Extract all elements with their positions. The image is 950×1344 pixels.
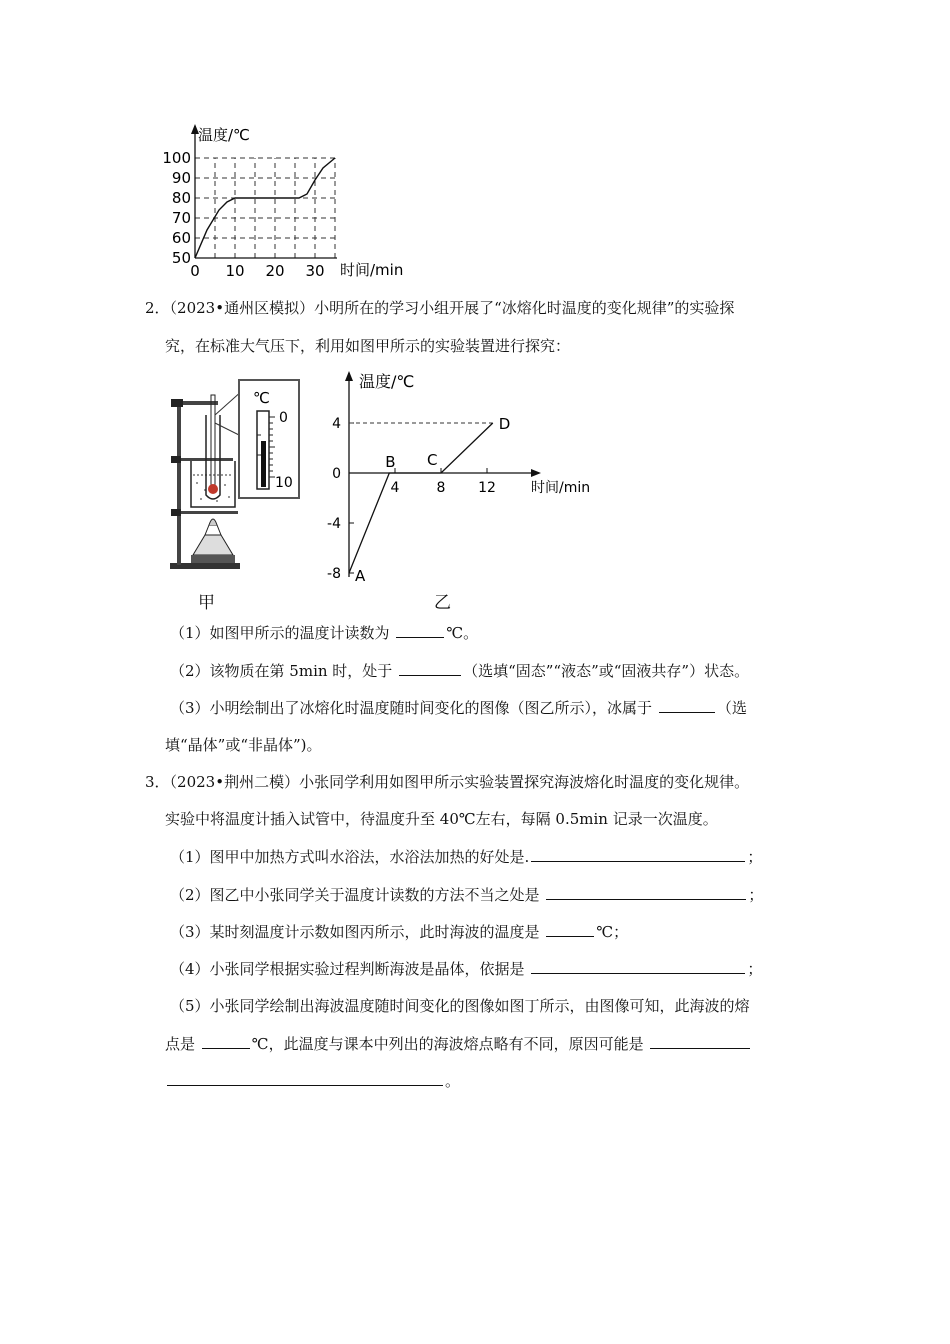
chart1-tick-labels [162, 149, 324, 280]
q3-sub5-blank1[interactable] [202, 1033, 250, 1049]
fig-jia-label: 甲 [198, 593, 215, 613]
q3-sub2: （2）图乙中小张同学关于温度计读数的方法不当之处是 ； [170, 886, 764, 904]
chart2-xtick: 4 [390, 480, 400, 496]
q3-sub2-blank[interactable] [546, 884, 746, 900]
q3-sub5-blank3[interactable] [167, 1070, 443, 1086]
chart1-ylabel: 温度/℃ [198, 126, 250, 144]
thermometer-bottom-mark: 10 [275, 475, 293, 491]
q2-number: 2． [145, 299, 170, 317]
chart2-tick-labels [327, 416, 496, 582]
q3-stem-line2: 实验中将温度计插入试管中，待温度升至 40℃左右，每隔 0.5min 记录一次温度。 [165, 810, 718, 828]
chart2-ytick: 0 [332, 466, 341, 482]
q2-sub1: （1）如图甲所示的温度计读数为 ℃。 [170, 624, 479, 642]
q2-sub2-blank[interactable] [399, 660, 461, 676]
chart2-xlabel: 时间/min [531, 480, 591, 496]
chart1-xtick: 30 [305, 262, 325, 280]
q2-sub3-line2: 填“晶体”或“非晶体”)。 [165, 736, 322, 754]
fig-jia-apparatus [165, 375, 310, 575]
q2-sub3: （3）小明绘制出了冰熔化时温度随时间变化的图像（图乙所示），冰属于 （选 [170, 699, 747, 717]
chart2-ytick: -4 [327, 516, 341, 532]
chart2-point-D: D [498, 415, 511, 433]
q3-sub5-blank2[interactable] [650, 1033, 750, 1049]
q3-number: 3． [145, 773, 170, 791]
q3-sub4: （4）小张同学根据实验过程判断海波是晶体，依据是 ； [170, 960, 763, 978]
chart1-ytick: 90 [171, 169, 191, 187]
q3-sub5-line1: （5）小张同学绘制出海波温度随时间变化的图像如图丁所示，由图像可知，此海波的熔 [170, 997, 750, 1015]
q2-source: （2023•通州区模拟） [169, 299, 315, 317]
chart1-ytick: 50 [171, 249, 191, 267]
melting-chart-1 [160, 118, 420, 283]
chart2-ylabel: 温度/℃ [359, 372, 415, 391]
q3-stem-line1 [145, 772, 749, 792]
chart1-xtick: 0 [190, 262, 200, 280]
chart1-ytick: 60 [171, 229, 191, 247]
q3-sub5-line3: 。 [165, 1070, 460, 1091]
q3-sub5-line2: 点是 ℃，此温度与课本中列出的海波熔点略有不同，原因可能是 [165, 1033, 752, 1054]
fig-yi-label: 乙 [434, 593, 451, 613]
q2-sub2: （2）该物质在第 5min 时，处于 （选填“固态”“液态”或“固液共存”）状态。 [170, 662, 750, 680]
chart2-ytick: 4 [332, 416, 341, 432]
chart1-xlabel: 时间/min [340, 261, 404, 279]
chart1-ytick: 100 [162, 149, 191, 167]
thermometer-unit: ℃ [253, 389, 270, 407]
q3-sub3: （3）某时刻温度计示数如图丙所示，此时海波的温度是 ℃； [170, 923, 629, 941]
chart2-xtick: 12 [478, 480, 496, 496]
q2-stem-line2: 究，在标准大气压下，利用如图甲所示的实验装置进行探究： [165, 337, 571, 355]
q3-source: （2023•荆州二模） [169, 773, 300, 791]
q2-stem-text1: 小明所在的学习小组开展了“冰熔化时温度的变化规律”的实验探 [314, 299, 735, 317]
chart1-ytick: 80 [171, 189, 191, 207]
q2-sub1-blank[interactable] [396, 622, 444, 638]
q2-sub3-blank[interactable] [659, 697, 715, 713]
q3-sub4-blank[interactable] [531, 958, 745, 974]
thermometer-top-mark: 0 [279, 410, 288, 426]
q3-sub1: （1）图甲中加热方式叫水浴法，水浴法加热的好处是. ； [170, 848, 763, 866]
chart2-temperature-line [349, 423, 493, 573]
chart1-xtick: 20 [265, 262, 285, 280]
chart2-point-B: B [385, 453, 396, 471]
chart2-axes [345, 371, 541, 577]
chart2-y-arrow [345, 371, 353, 381]
chart2-x-arrow [531, 469, 541, 477]
chart2-ytick: -8 [327, 566, 341, 582]
chart2-point-C: C [427, 451, 438, 469]
q3-stem-text1: 小张同学利用如图甲所示实验装置探究海波熔化时温度的变化规律。 [299, 773, 750, 791]
melting-chart-2 [325, 365, 600, 585]
q2-stem-line1 [145, 298, 734, 318]
chart2-point-A: A [355, 567, 366, 585]
q3-sub3-blank[interactable] [546, 921, 594, 937]
chart1-xtick: 10 [225, 262, 245, 280]
chart2-xtick: 8 [436, 480, 446, 496]
q3-sub1-blank[interactable] [531, 846, 745, 862]
chart1-grid [195, 158, 335, 258]
chart1-ytick: 70 [171, 209, 191, 227]
chart1-temperature-curve [195, 158, 335, 258]
